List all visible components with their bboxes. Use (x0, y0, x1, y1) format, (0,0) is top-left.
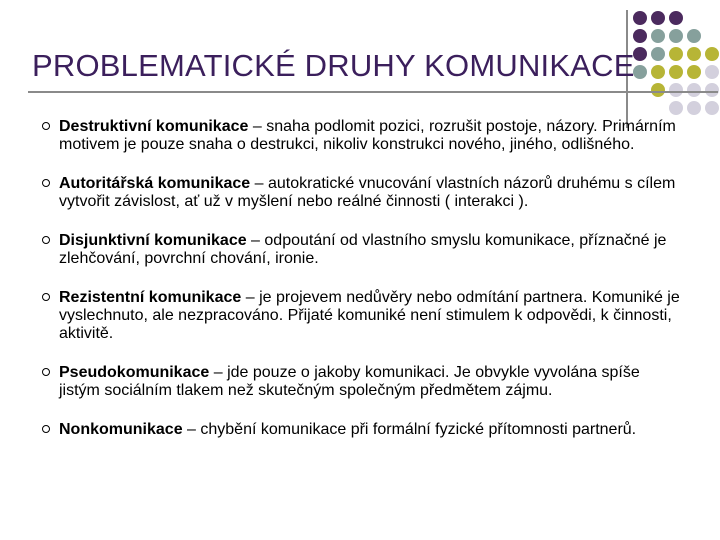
bullet-circle-icon (42, 425, 50, 433)
decorative-dot (651, 47, 665, 61)
decorative-dot (669, 83, 683, 97)
bullet-circle-icon (42, 122, 50, 130)
decorative-dot (669, 101, 683, 115)
bullet-circle-icon (42, 179, 50, 187)
decorative-dot (651, 65, 665, 79)
bullet-item-destruktivni (42, 118, 682, 154)
decorative-dot (705, 101, 719, 115)
title-underline-rule (28, 91, 718, 93)
decorative-dot (633, 11, 647, 25)
decorative-dot (687, 83, 701, 97)
decorative-dot (687, 101, 701, 115)
bullet-text: – snaha podlomit pozici, rozrušit postoje, názory. Primárním motivem je pouze snaha o destrukci, nikoliv konstrukci nového, jiného, odlišného. (59, 118, 676, 153)
bullet-term: Nonkomunikace (59, 421, 183, 438)
bullet-term: Destruktivní komunikace (59, 118, 249, 135)
decorative-dot (705, 83, 719, 97)
bullet-text: – chybění komunikace při formální fyzické přítomnosti partnerů. (182, 421, 637, 438)
decorative-dot (651, 29, 665, 43)
bullet-text: – odpoutání od vlastního smyslu komunikace, příznačné je zlehčování, povrchní chování, ironie. (59, 232, 667, 267)
bullet-item-pseudokomunikace (42, 364, 682, 400)
decorative-dot (705, 65, 719, 79)
slide-title: PROBLEMATICKÉ DRUHY KOMUNIKACE (32, 48, 635, 83)
bullet-text: – je projevem nedůvěry nebo odmítání partnera. Komuniké je vyslechnuto, ale nezpracováno. Přijaté komuniké není stimulem k odpovědi, k činnosti, aktivitě. (59, 289, 680, 342)
decorative-dot (669, 47, 683, 61)
bullet-list (42, 118, 682, 439)
bullet-text: – autokratické vnucování vlastních názorů druhému s cílem vytvořit závislost, ať už v myšlení nebo reálné činnosti ( interakci ). (59, 175, 676, 210)
decorative-dot (633, 65, 647, 79)
decorative-dot (687, 29, 701, 43)
bullet-circle-icon (42, 368, 50, 376)
bullet-term: Disjunktivní komunikace (59, 232, 247, 249)
bullet-item-disjunktivni (42, 232, 682, 268)
decorative-dot (687, 47, 701, 61)
decorative-dot (669, 65, 683, 79)
bullet-circle-icon (42, 293, 50, 301)
decorative-dot (633, 47, 647, 61)
decorative-dot (687, 65, 701, 79)
decorative-dot (669, 11, 683, 25)
bullet-text: – jde pouze o jakoby komunikaci. Je obvykle vyvolána spíše jistým sociálním tlakem než skutečným společným předmětem zájmu. (59, 364, 640, 399)
bullet-item-rezistentni (42, 289, 682, 343)
decorative-dot (633, 29, 647, 43)
decorative-dot (669, 29, 683, 43)
bullet-item-nonkomunikace (42, 421, 682, 439)
decorative-dot (705, 47, 719, 61)
bullet-term: Autoritářská komunikace (59, 175, 251, 192)
bullet-circle-icon (42, 236, 50, 244)
decorative-dot (651, 11, 665, 25)
bullet-item-autoritarska (42, 175, 682, 211)
bullet-term: Pseudokomunikace (59, 364, 210, 381)
decorative-dot (651, 83, 665, 97)
bullet-term: Rezistentní komunikace (59, 289, 242, 306)
